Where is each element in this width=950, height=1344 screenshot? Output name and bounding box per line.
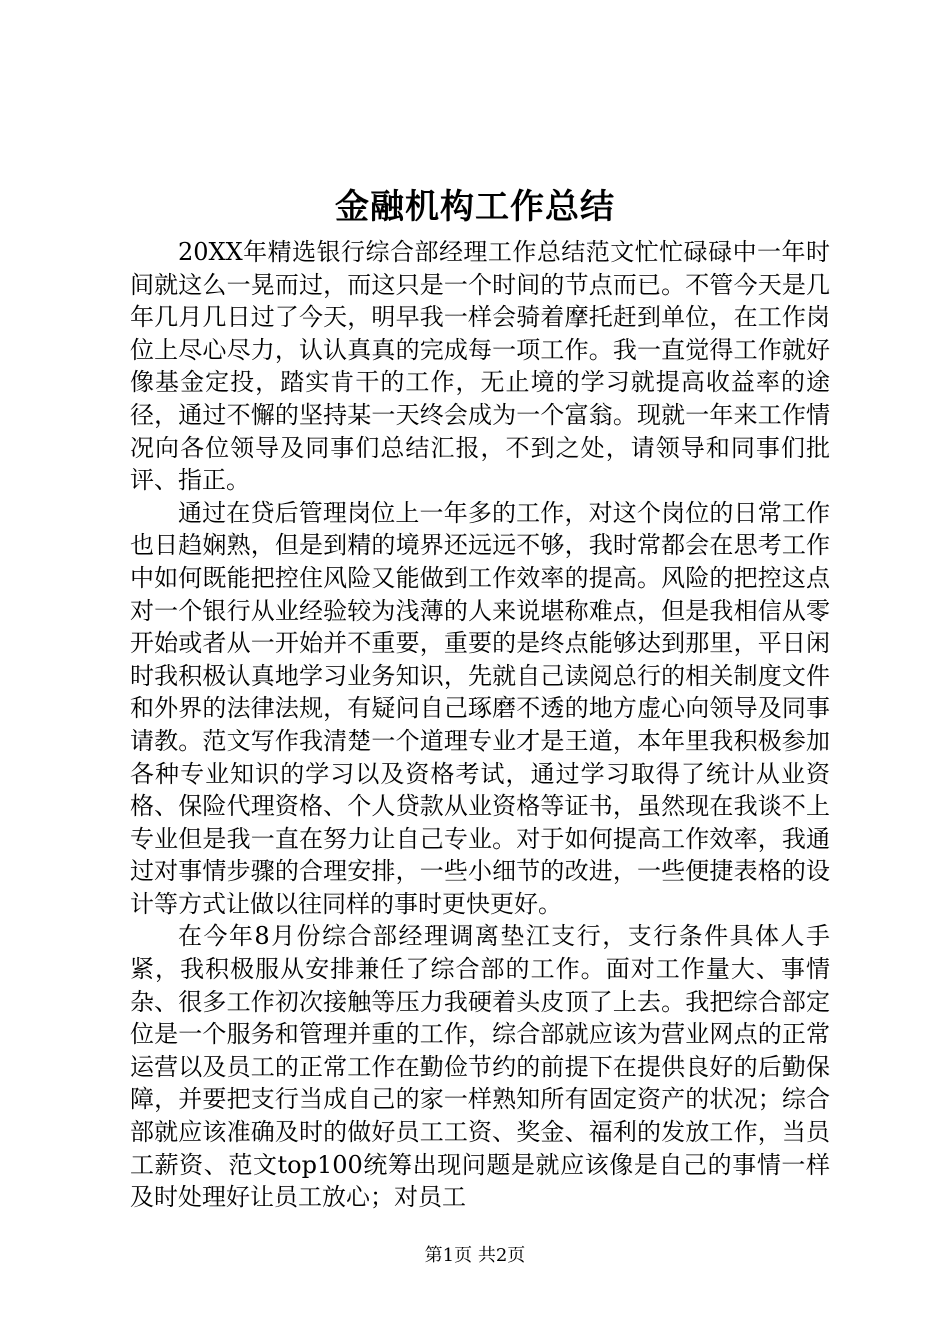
page-number-footer: 第1页 共2页 — [424, 1245, 526, 1266]
paragraph-2: 通过在贷后管理岗位上一年多的工作，对这个岗位的日常工作也日趋娴熟，但是到精的境界还远远不够，我时常都会在思考工作中如何既能把控住风险又能做到工作效率的提高。风险的把控这点对一个银行从业经验较为浅薄的人来说堪称难点，但是我相信从零开始或者从一开始并不重要，重要的是终点能够达到那里，平日闲时我积极认真地学习业务知识，先就自己读阅总行的相关制度文件和外界的法律法规，有疑问自己琢磨不透的地方虚心向领导及同事请教。范文写作我清楚一个道理专业才是王道，本年里我积极参加各种专业知识的学习以及资格考试，通过学习取得了统计从业资格、保险代理资格、个人贷款从业资格等证书，虽然现在我谈不上专业但是我一直在努力让自己专业。对于如何提高工作效率，我通过对事情步骤的合理安排，一些小细节的改进，一些便捷表格的设计等方式让做以往同样的事时更快更好。 — [130, 498, 830, 918]
paragraph-1: 20XX年精选银行综合部经理工作总结范文忙忙碌碌中一年时间就这么一晃而过，而这只是一个时间的节点而已。不管今天是几年几月几日过了今天，明早我一样会骑着摩托赶到单位，在工作岗位上尽心尽力，认认真真的完成每一项工作。我一直觉得工作就好像基金定投，踏实肯干的工作，无止境的学习就提高收益率的途径，通过不懈的坚持某一天终会成为一个富翁。现就一年来工作情况向各位领导及同事们总结汇报，不到之处，请领导和同事们批评、指正。 — [130, 238, 830, 495]
document-body — [130, 236, 830, 1214]
paragraph-3: 在今年8月份综合部经理调离垫江支行，支行条件具体人手紧，我积极服从安排兼任了综合部的工作。面对工作量大、事情杂、很多工作初次接触等压力我硬着头皮顶了上去。我把综合部定位是一个服务和管理并重的工作，综合部就应该为营业网点的正常运营以及员工的正常工作在勤俭节约的前提下在提供良好的后勤保障，并要把支行当成自己的家一样熟知所有固定资产的状况；综合部就应该准确及时的做好员工工资、奖金、福利的发放工作，当员工薪资、范文top100统筹出现问题是就应该像是自己的事情一样及时处理好让员工放心；对员工 — [130, 922, 830, 1212]
document-title: 金融机构工作总结 — [335, 187, 615, 227]
